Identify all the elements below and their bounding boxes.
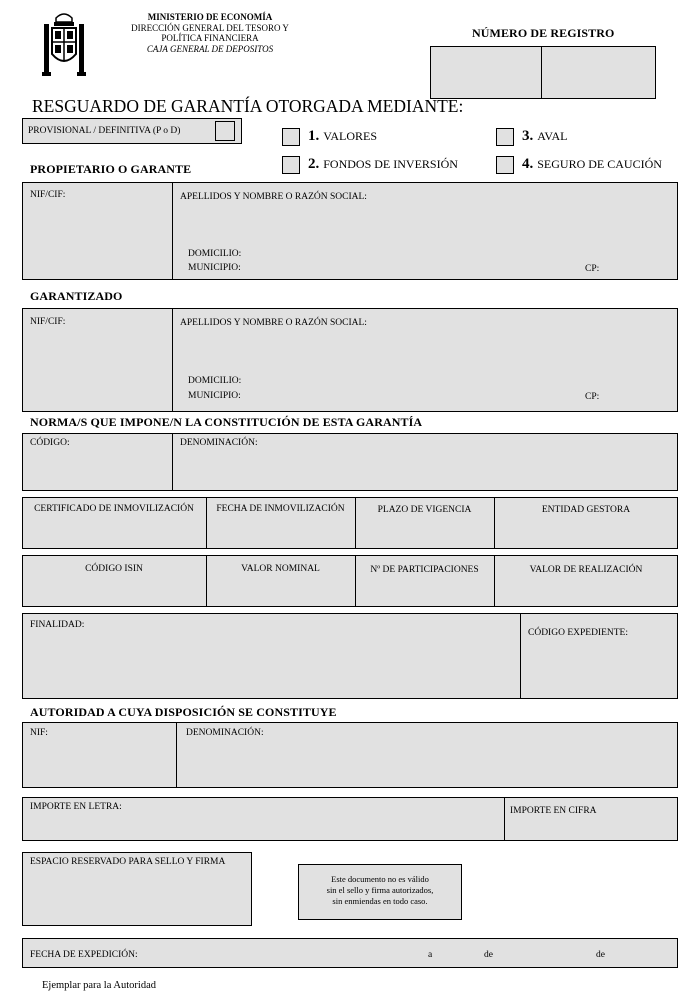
autoridad-divider — [176, 722, 177, 788]
propietario-municipio-label: MUNICIPIO: — [188, 263, 241, 273]
page-title: RESGUARDO DE GARANTÍA OTORGADA MEDIANTE: — [32, 96, 464, 116]
option-seguro-checkbox[interactable] — [496, 156, 514, 174]
option-label: AVAL — [537, 129, 568, 143]
option-num: 1. — [308, 128, 320, 144]
garantizado-cp-label: CP: — [585, 392, 600, 402]
caja-name: CAJA GENERAL DE DEPOSITOS — [146, 43, 274, 54]
sello-label: ESPACIO RESERVADO PARA SELLO Y FIRMA — [30, 857, 226, 867]
isin-box[interactable] — [22, 555, 678, 607]
isin-divider-1 — [206, 555, 207, 607]
option-aval — [522, 128, 567, 145]
option-label: FONDOS DE INVERSIÓN — [323, 157, 458, 171]
propietario-nif-label: NIF/CIF: — [30, 190, 66, 200]
norma-denominacion-label: DENOMINACIÓN: — [180, 438, 258, 448]
registro-label: NÚMERO DE REGISTRO — [472, 26, 615, 40]
validity-note — [298, 864, 462, 920]
registro-divider — [541, 46, 542, 99]
norma-codigo-label: CÓDIGO: — [30, 438, 70, 448]
norma-divider — [172, 433, 173, 491]
option-fondos — [308, 156, 458, 173]
policy-name: POLÍTICA FINANCIERA — [161, 33, 259, 43]
garantizado-divider — [172, 308, 173, 412]
provisional-input[interactable] — [215, 121, 235, 141]
validity-note-line1: Este documento no es válido — [331, 874, 429, 884]
autoridad-nif-label: NIF: — [30, 728, 48, 738]
norma-title: NORMA/S QUE IMPONE/N LA CONSTITUCIÓN DE ESTA GARANTÍA — [30, 415, 423, 429]
inmov-fecha-label: FECHA DE INMOVILIZACIÓN — [216, 504, 345, 514]
option-seguro — [522, 156, 662, 173]
garantizado-apellidos-label: APELLIDOS Y NOMBRE O RAZÓN SOCIAL: — [180, 318, 367, 328]
registro-field[interactable] — [430, 46, 656, 99]
norma-box[interactable] — [22, 433, 678, 491]
garantizado-domicilio-label: DOMICILIO: — [188, 376, 242, 386]
propietario-domicilio-label: DOMICILIO: — [188, 249, 242, 259]
garantizado-title: GARANTIZADO — [30, 289, 123, 303]
validity-note-line2: sin el sello y firma autorizados, — [326, 885, 434, 895]
garantizado-nif-label: NIF/CIF: — [30, 317, 66, 327]
autoridad-denominacion-label: DENOMINACIÓN: — [186, 728, 264, 738]
expediente-label: CÓDIGO EXPEDIENTE: — [528, 628, 629, 638]
isin-codigo-label: CÓDIGO ISIN — [85, 564, 143, 574]
isin-divider-2 — [355, 555, 356, 607]
finalidad-label: FINALIDAD: — [30, 620, 85, 630]
option-aval-checkbox[interactable] — [496, 128, 514, 146]
fecha-a-label: a — [428, 950, 433, 960]
option-num: 4. — [522, 156, 534, 172]
provisional-label: PROVISIONAL / DEFINITIVA (P o D) — [28, 126, 181, 136]
fecha-de-label-1: de — [484, 950, 493, 960]
garantizado-municipio-label: MUNICIPIO: — [188, 391, 241, 401]
importe-divider — [504, 797, 505, 841]
finalidad-box[interactable] — [22, 613, 678, 699]
footer-note: Ejemplar para la Autoridad — [42, 980, 156, 991]
inmov-plazo-label: PLAZO DE VIGENCIA — [377, 505, 472, 515]
isin-participaciones-label: Nº DE PARTICIPACIONES — [370, 565, 479, 575]
coat-of-arms-logo — [40, 10, 88, 82]
fecha-de-label-2: de — [596, 950, 605, 960]
autoridad-title: AUTORIDAD A CUYA DISPOSICIÓN SE CONSTITUYE — [30, 705, 337, 719]
finalidad-divider — [520, 613, 521, 699]
option-label: SEGURO DE CAUCIÓN — [537, 157, 662, 171]
direction-name: DIRECCIÓN GENERAL DEL TESORO Y — [131, 22, 289, 33]
ministry-header — [105, 12, 315, 54]
ministry-name: MINISTERIO DE ECONOMÍA — [147, 12, 273, 22]
importe-letra-label: IMPORTE EN LETRA: — [30, 802, 122, 812]
inmov-certificado-label: CERTIFICADO DE INMOVILIZACIÓN — [34, 504, 194, 514]
option-fondos-checkbox[interactable] — [282, 156, 300, 174]
fecha-label: FECHA DE EXPEDICIÓN: — [30, 950, 138, 960]
option-num: 2. — [308, 156, 320, 172]
importe-cifra-label: IMPORTE EN CIFRA — [510, 806, 597, 816]
option-num: 3. — [522, 128, 534, 144]
propietario-apellidos-label: APELLIDOS Y NOMBRE O RAZÓN SOCIAL: — [180, 192, 367, 202]
isin-realizacion-label: VALOR DE REALIZACIÓN — [529, 565, 643, 575]
propietario-cp-label: CP: — [585, 264, 600, 274]
propietario-title: PROPIETARIO O GARANTE — [30, 162, 192, 176]
isin-nominal-label: VALOR NOMINAL — [241, 564, 320, 574]
option-label: VALORES — [323, 129, 378, 143]
propietario-divider — [172, 182, 173, 280]
autoridad-box[interactable] — [22, 722, 678, 788]
validity-note-line3: sin enmiendas en todo caso. — [332, 896, 428, 906]
option-valores-checkbox[interactable] — [282, 128, 300, 146]
inmov-entidad-label: ENTIDAD GESTORA — [541, 505, 631, 515]
isin-divider-3 — [494, 555, 495, 607]
option-valores — [308, 128, 377, 145]
